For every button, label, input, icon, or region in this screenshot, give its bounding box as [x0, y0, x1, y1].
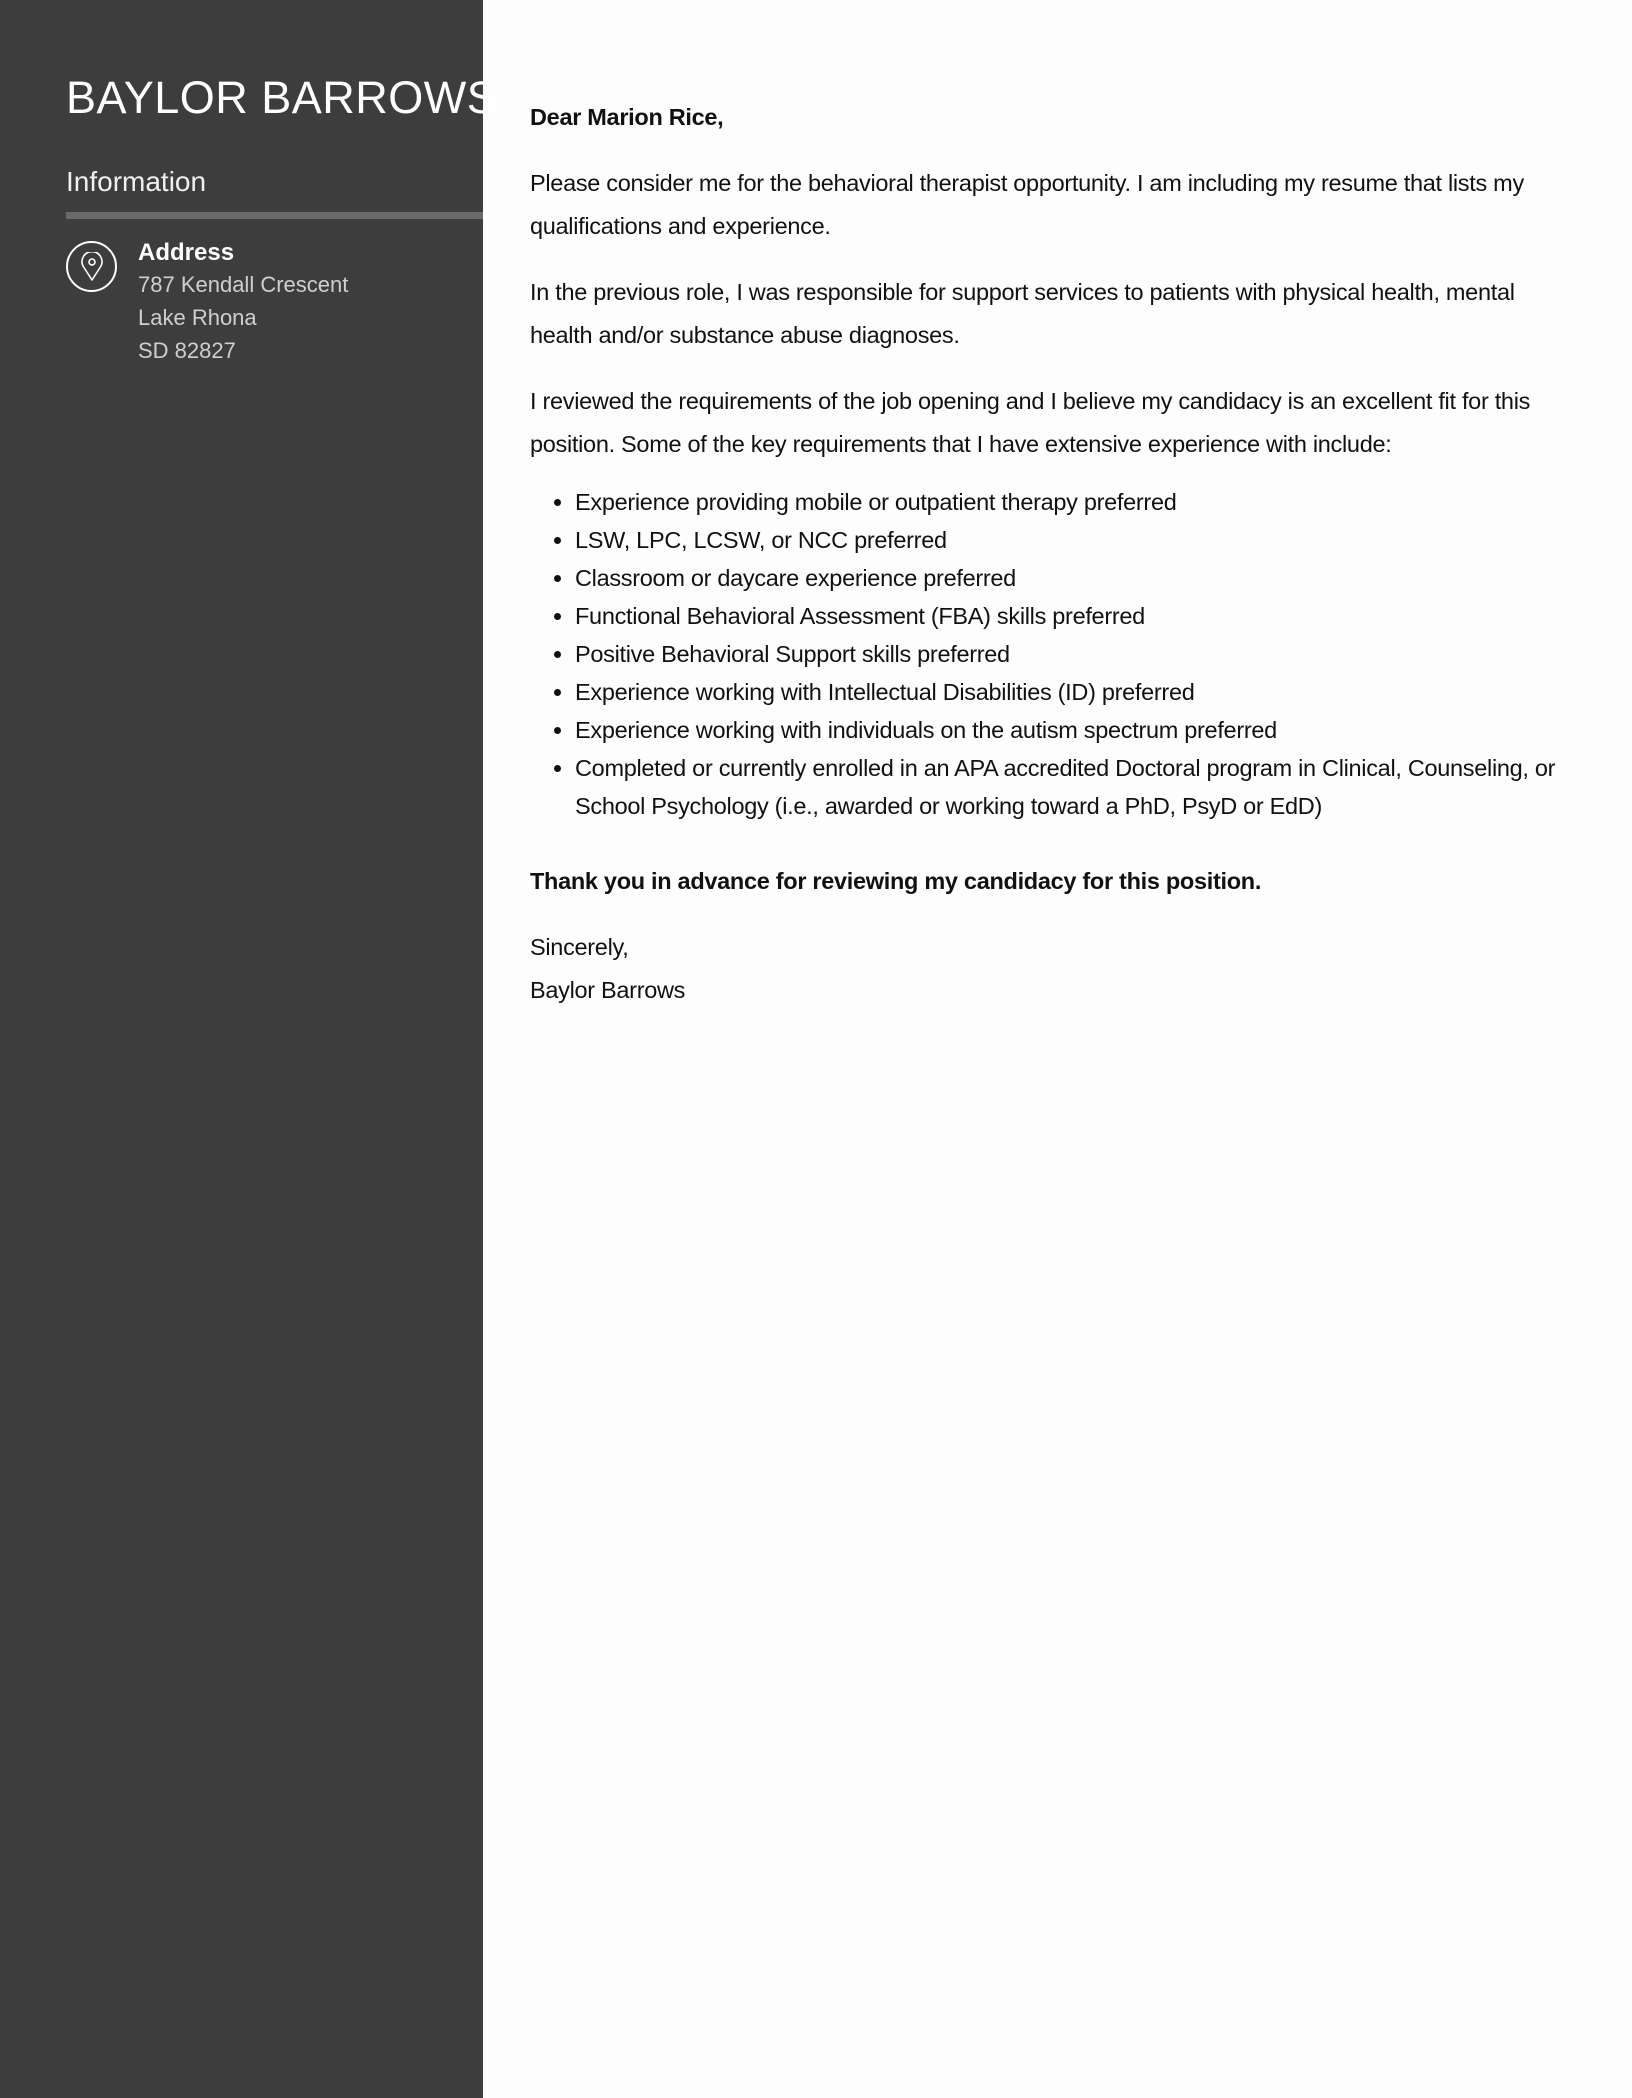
- requirements-list: [575, 483, 1570, 825]
- list-item: • Functional Behavioral Assessment (FBA) skills preferred: [575, 597, 1570, 635]
- paragraph: I reviewed the requirements of the job opening and I believe my candidacy is an excellent fit for this position. Some of the key requirements that I have extensive experience with include:: [530, 388, 1531, 457]
- address-block: [138, 238, 348, 367]
- list-item: • Experience providing mobile or outpatient therapy preferred: [575, 483, 1570, 521]
- address-line: SD 82827: [138, 338, 236, 363]
- address-line: 787 Kendall Crescent: [138, 272, 349, 297]
- list-item: • Completed or currently enrolled in an APA accredited Doctoral program in Clinical, Counseling, or School Psychology (i.e., awarded or working toward a PhD, PsyD or EdD): [575, 749, 1570, 825]
- list-item: • Experience working with individuals on the autism spectrum preferred: [575, 711, 1570, 749]
- address-label: Address: [138, 239, 235, 266]
- greeting: Dear Marion Rice,: [530, 104, 724, 130]
- list-item: • Positive Behavioral Support skills preferred: [575, 635, 1570, 673]
- signoff: Sincerely,: [530, 934, 629, 960]
- location-pin-icon: [66, 241, 117, 292]
- applicant-name: BAYLOR BARROWS: [66, 72, 498, 123]
- sidebar: [0, 0, 498, 2098]
- list-item: • Classroom or daycare experience preferred: [575, 559, 1570, 597]
- signature: Baylor Barrows: [530, 977, 686, 1003]
- paragraph: Please consider me for the behavioral therapist opportunity. I am including my resume that lists my qualifications and experience.: [530, 170, 1524, 239]
- list-item: • Experience working with Intellectual Disabilities (ID) preferred: [575, 673, 1570, 711]
- section-divider: [66, 212, 483, 219]
- address-line: Lake Rhona: [138, 305, 257, 330]
- list-item: • LSW, LPC, LCSW, or NCC preferred: [575, 521, 1570, 559]
- letter-body: [530, 96, 1570, 1012]
- closing-statement: Thank you in advance for reviewing my candidacy for this position.: [530, 868, 1262, 894]
- paragraph: In the previous role, I was responsible for support services to patients with physical health, mental health and/or substance abuse diagnoses.: [530, 279, 1515, 348]
- section-title-information: Information: [66, 166, 207, 197]
